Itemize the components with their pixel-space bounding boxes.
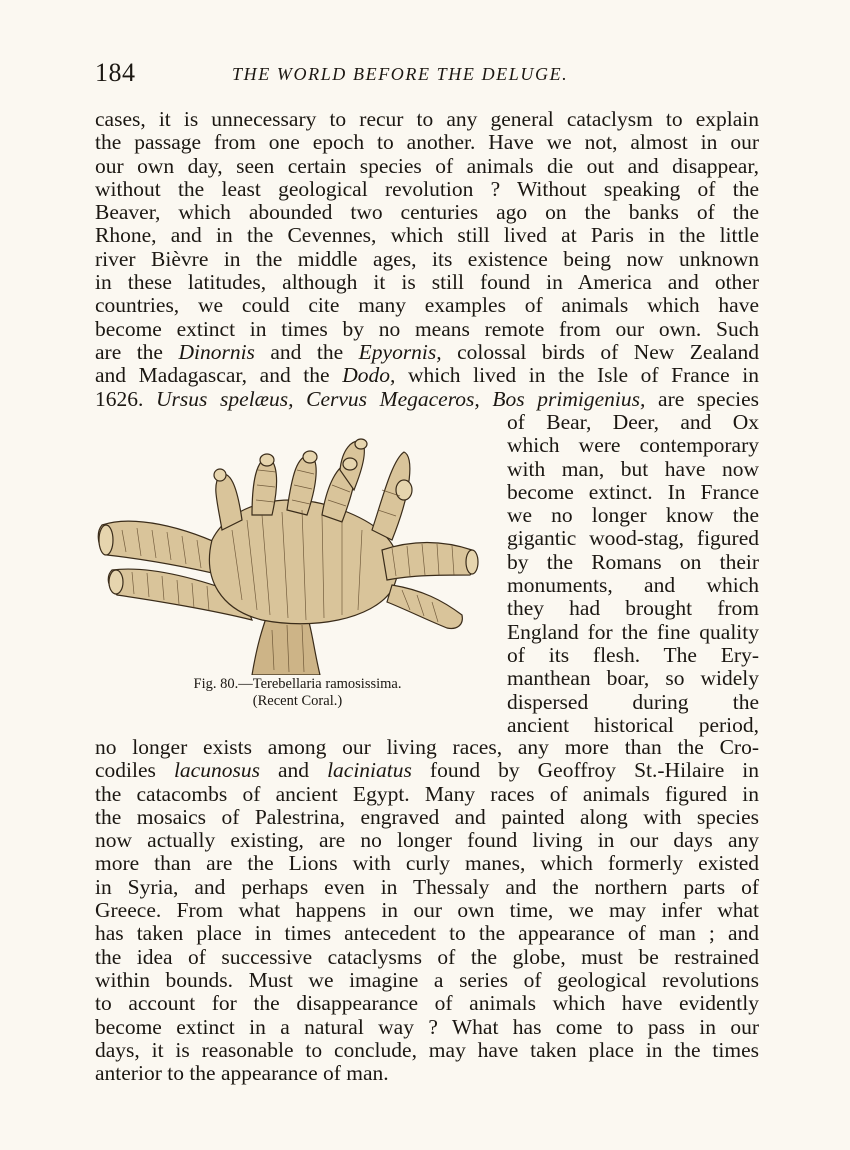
text-line: our own day, seen certain species of animals die out and disappear, [95, 153, 759, 178]
text-line: to account for the disappearance of animals which have evidently [95, 991, 759, 1016]
text-line: the idea of successive cataclysms of the globe, must be restrained [95, 944, 759, 969]
text-run: and the [254, 339, 359, 364]
text-line: become extinct in a natural way ? What has come to pass in our [95, 1014, 759, 1039]
text-run: 1626. [95, 386, 157, 411]
text-line: Beaver, which abounded two centuries ago on the banks of the [95, 200, 759, 225]
text-line: days, it is reasonable to conclude, may have taken place in the times [95, 1037, 759, 1062]
text-line: dispersed during the [507, 689, 759, 714]
text-line: Rhone, and in the Cevennes, which still lived at Paris in the little [95, 223, 759, 248]
text-line: countries, we could cite many examples of animals which have [95, 293, 759, 318]
text-line: anterior to the appearance of man. [95, 1061, 389, 1086]
text-run: found by Geoffroy St.-Hilaire in [411, 758, 760, 783]
text-line: monuments, and which [507, 573, 759, 598]
wrapped-text-column [507, 411, 759, 737]
species-name: Dinornis [178, 339, 255, 364]
body-text-bottom [95, 736, 759, 1085]
text-run: colossal birds of New Zealand [441, 339, 759, 364]
text-line: without the least geological revolution ? Without speaking of the [95, 176, 759, 201]
text-line: the mosaics of Palestrina, engraved and painted along with species [95, 804, 759, 829]
species-name: Epyornis, [358, 339, 442, 364]
species-name: laciniatus [327, 758, 412, 783]
coral-drawing [92, 430, 487, 675]
text-line: of its flesh. The Ery- [507, 642, 759, 667]
text-line [95, 341, 759, 364]
running-title: THE WORLD BEFORE THE DELUGE. [232, 64, 569, 84]
text-line: in Syria, and perhaps even in Thessaly and the northern parts of [95, 874, 759, 899]
text-line: gigantic wood-stag, figured [507, 526, 759, 551]
body-text-top [95, 108, 759, 411]
text-line: now actually existing, are no longer found living in our days any [95, 828, 759, 853]
text-line: river Bièvre in the middle ages, its existence being now unknown [95, 246, 759, 271]
text-run: are the [95, 339, 179, 364]
coral-illustration [92, 430, 487, 675]
text-line: become extinct. In France [507, 479, 759, 504]
page-number: 184 [95, 58, 136, 87]
text-line: has taken place in times antecedent to the appearance of man ; and [95, 921, 759, 946]
text-line: within bounds. Must we imagine a series of geological revolutions [95, 967, 759, 992]
text-line: ancient historical period, [507, 712, 759, 737]
text-line: which were contemporary [507, 433, 759, 458]
text-run: which lived in the Isle of France in [395, 363, 759, 388]
text-run: codiles [95, 758, 174, 783]
species-name: Dodo, [342, 363, 396, 388]
text-line: more than are the Lions with curly manes, which formerly existed [95, 851, 759, 876]
figure-caption [170, 676, 425, 710]
text-line [95, 364, 759, 387]
text-line: manthean boar, so widely [507, 666, 759, 691]
text-line: of Bear, Deer, and Ox [507, 410, 759, 434]
text-line: with man, but have now [507, 456, 759, 481]
text-line: by the Romans on their [507, 549, 759, 574]
text-line: we no longer know the [507, 503, 759, 528]
text-line: the passage from one epoch to another. Have we not, almost in our [95, 130, 759, 155]
text-line: no longer exists among our living races, any more than the Cro- [95, 735, 759, 759]
text-line: become extinct in times by no means remote from our own. Such [95, 316, 759, 341]
text-line: England for the fine quality [507, 619, 759, 644]
text-run: and Madagascar, and the [95, 363, 343, 388]
text-line: cases, it is unnecessary to recur to any general cataclysm to explain [95, 107, 759, 131]
caption-subtitle: (Recent Coral.) [252, 693, 343, 709]
text-line [95, 759, 759, 782]
text-line: they had brought from [507, 596, 759, 621]
text-run: and [259, 758, 328, 783]
text-line: in these latitudes, although it is still found in America and other [95, 270, 759, 295]
text-line [95, 388, 759, 411]
text-line: the catacombs of ancient Egypt. Many races of animals figured in [95, 781, 759, 806]
caption-title: Fig. 80.—Terebellaria ramosissima. [193, 676, 402, 692]
text-line: Greece. From what happens in our own time, we may infer what [95, 898, 759, 923]
species-name: lacunosus [173, 758, 260, 783]
species-name: Ursus spelæus, Cervus Megaceros, Bos primigenius, [156, 386, 646, 411]
text-run: are species [645, 386, 759, 411]
